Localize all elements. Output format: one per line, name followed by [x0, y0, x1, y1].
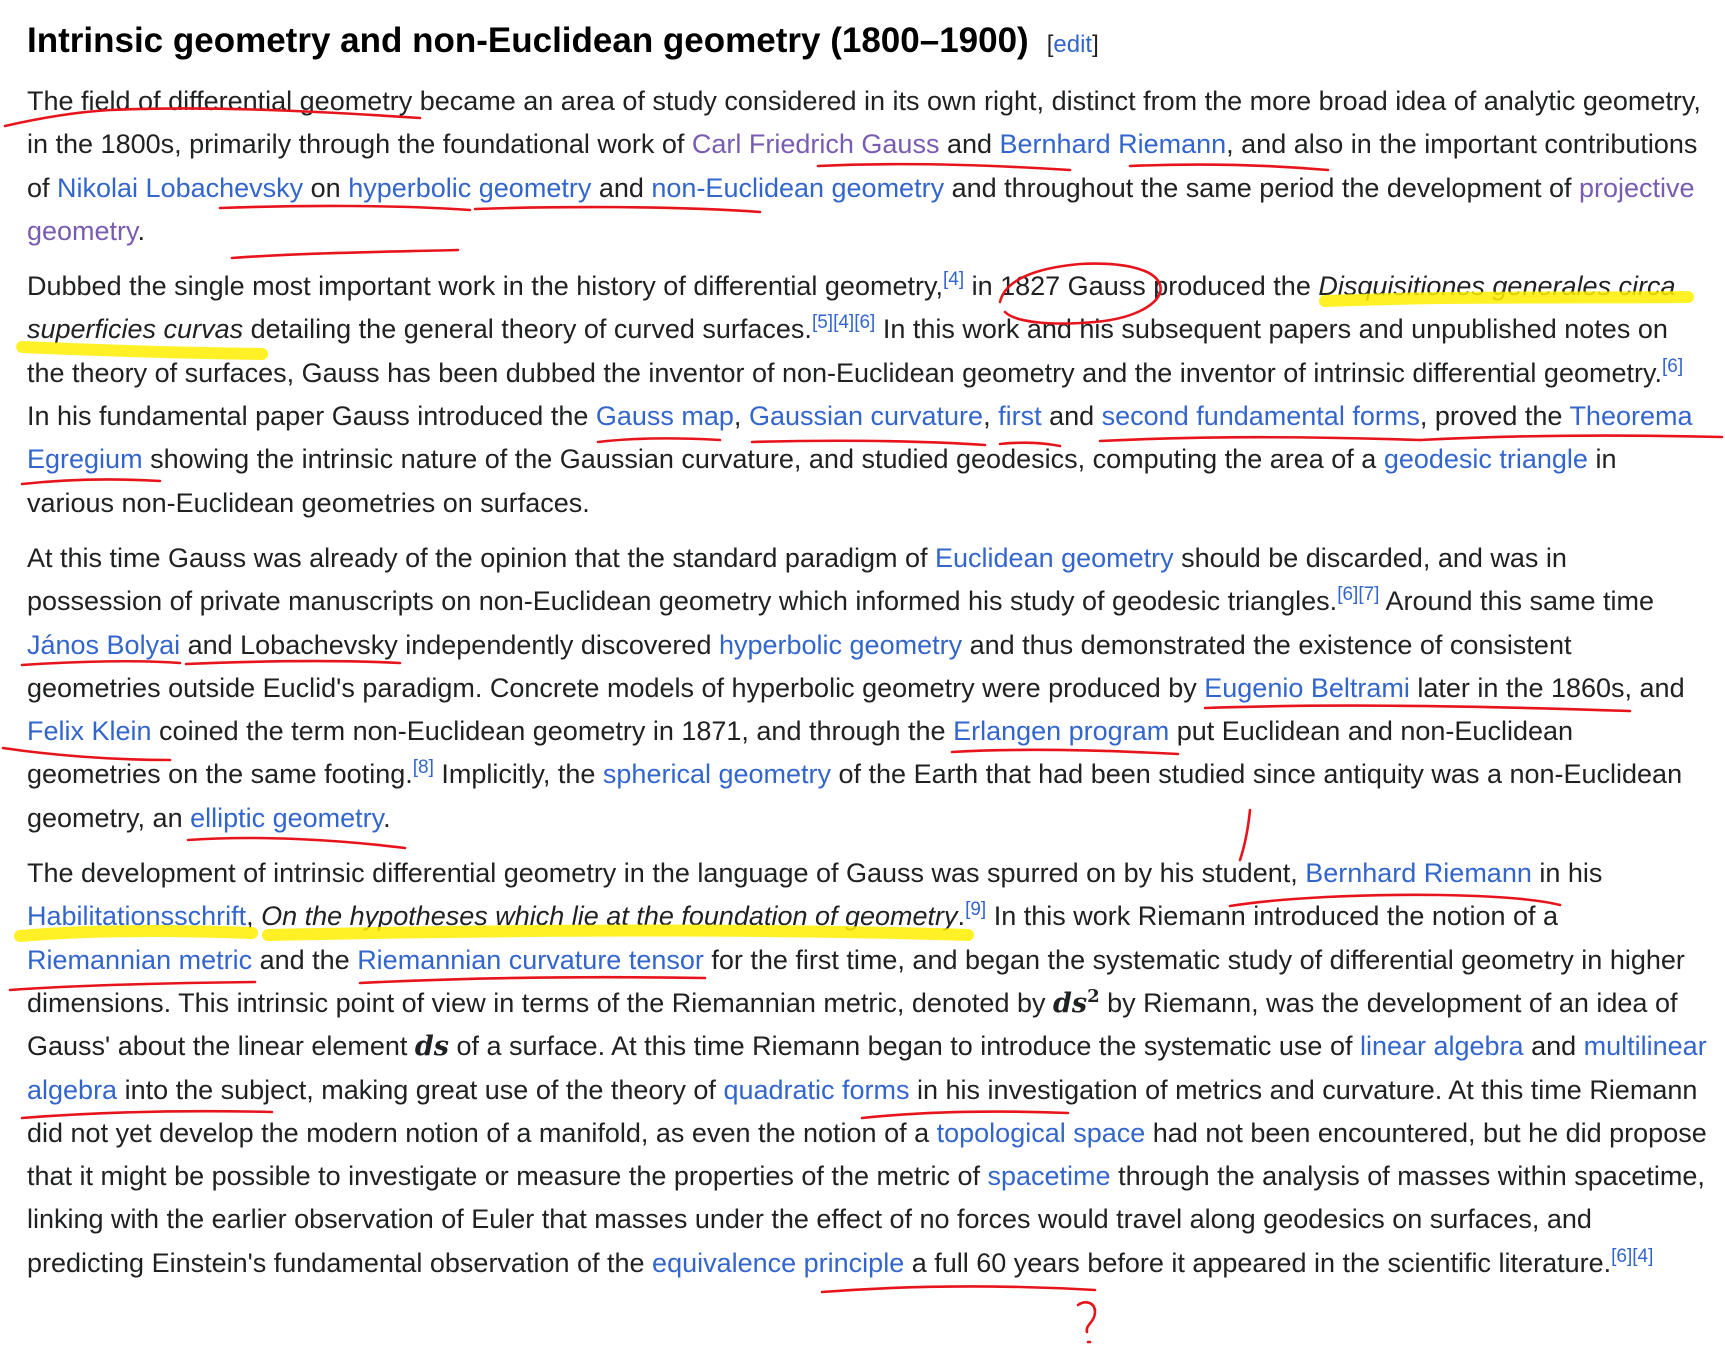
ref-link[interactable]: [8]	[412, 757, 434, 779]
article-section	[27, 18, 1707, 1285]
link-topological-space[interactable]: topological space	[936, 1117, 1146, 1148]
link-elliptic-geometry[interactable]: elliptic geometry	[190, 802, 384, 833]
ref-link[interactable]: [6]	[854, 312, 876, 334]
link-eugenio-beltrami[interactable]: Eugenio Beltrami	[1204, 672, 1410, 703]
reference	[1611, 1246, 1653, 1267]
ref-link[interactable]: [6]	[1611, 1245, 1633, 1267]
link-non-euclidean-geometry[interactable]: non-Euclidean geometry	[651, 172, 945, 203]
link-riemannian-curvature-tensor[interactable]: Riemannian curvature tensor	[357, 944, 704, 975]
underline-equivalence	[822, 1286, 1095, 1292]
link-hyperbolic-geometry-2[interactable]: hyperbolic geometry	[718, 629, 963, 660]
link-gaussian-curvature[interactable]: Gaussian curvature	[748, 401, 984, 432]
reference	[943, 269, 964, 290]
link-janos-bolyai[interactable]: János Bolyai	[27, 629, 181, 660]
link-quadratic-forms[interactable]: quadratic forms	[723, 1074, 910, 1105]
math-ds-squared: $ds^2$	[1052, 985, 1100, 1019]
reference	[413, 757, 434, 778]
ref-link[interactable]: [7]	[1358, 584, 1380, 606]
paragraph-2: Dubbed the single most important work in the history of differential geometry,[4] in 1827 Gauss produced the Disquisitiones generales circa superficies curvas detailing the general theory of curved surfaces.[5][4][6] In this work and his subsequent papers and unpublished notes on the theory of surfaces, Gauss has been dubbed the inventor of non-Euclidean geometry and the inventor of intrinsic differential geometry.[6] In his fundamental paper Gauss introduced the Gauss map, Gaussian curvature, first and second fundamental forms, proved the Theorema Egregium showing the intrinsic nature of the Gaussian curvature, and studied geodesics, computing the area of a geodesic triangle in various non-Euclidean geometries on surfaces.	[27, 269, 1693, 518]
math-ds: ds	[414, 1031, 449, 1063]
link-erlangen-program[interactable]: Erlangen program	[953, 716, 1170, 747]
reference	[1337, 584, 1379, 605]
ref-link[interactable]: [9]	[965, 899, 987, 921]
reference	[1662, 356, 1683, 377]
link-bernhard-riemann-2[interactable]: Bernhard Riemann	[1305, 858, 1532, 889]
paragraph-3: At this time Gauss was already of the opinion that the standard paradigm of Euclidean geometry should be discarded, and was in possession of private manuscripts on non-Euclidean geometry which informed his study of geodesic triangles.[6][7] Around this same time János Bolyai and Lobachevsky independently discovered hyperbolic geometry and thus demonstrated the existence of consistent geometries outside Euclid's paradigm. Concrete models of hyperbolic geometry were produced by Eugenio Beltrami later in the 1860s, and Felix Klein coined the term non-Euclidean geometry in 1871, and through the Erlangen program put Euclidean and non-Euclidean geometries on the same footing.[8] Implicitly, the spherical geometry of the Earth that had been studied since antiquity was a non-Euclidean geometry, an elliptic geometry.	[27, 542, 1685, 833]
reference	[812, 312, 875, 333]
italic-work-title: Disquisitiones generales circa superficies curvas	[27, 271, 1676, 345]
link-equivalence-principle[interactable]: equivalence principle	[652, 1247, 905, 1278]
section-heading	[27, 18, 1707, 68]
heading-title: Intrinsic geometry and non-Euclidean geometry (1800–1900)	[27, 21, 1029, 60]
link-first-fundamental-form[interactable]: first	[998, 401, 1042, 432]
edit-link[interactable]: edit	[1053, 31, 1093, 58]
link-second-fundamental-form[interactable]: second fundamental forms	[1101, 401, 1420, 432]
paragraph-1: The field of differential geometry became an area of study considered in its own right, distinct from the more broad idea of analytic geometry, in the 1800s, primarily through the foundational work of Carl Friedrich Gauss and Bernhard Riemann, and also in the important contributions of Nikolai Lobachevsky on hyperbolic geometry and non-Euclidean geometry and throughout the same period the development of projective geometry.	[27, 86, 1701, 246]
ref-link[interactable]: [4]	[942, 269, 965, 291]
link-spherical-geometry[interactable]: spherical geometry	[602, 759, 832, 790]
link-hyperbolic-geometry[interactable]: hyperbolic geometry	[348, 172, 592, 203]
ref-link[interactable]: [6]	[1337, 584, 1359, 606]
link-felix-klein[interactable]: Felix Klein	[27, 716, 152, 747]
question-mark	[1078, 1302, 1095, 1332]
link-bernhard-riemann[interactable]: Bernhard Riemann	[999, 129, 1227, 160]
link-riemannian-metric[interactable]: Riemannian metric	[27, 944, 253, 975]
link-linear-algebra[interactable]: linear algebra	[1359, 1031, 1524, 1062]
ref-link[interactable]: [4]	[1632, 1245, 1654, 1267]
link-projective-geometry[interactable]: projective geometry	[27, 172, 1695, 246]
link-gauss-map[interactable]: Gauss map	[595, 401, 734, 432]
link-multilinear-algebra[interactable]: multilinear algebra	[27, 1031, 1707, 1105]
link-spacetime[interactable]: spacetime	[987, 1161, 1111, 1192]
paragraph-4: The development of intrinsic differential geometry in the language of Gauss was spurred on by his student, Bernhard Riemann in his Habilitationsschrift, On the hypotheses which lie at the foundation of geometry.[9] In this work Riemann introduced the notion of a Riemannian metric and the Riemannian curvature tensor for the first time, and began the systematic study of differential geometry in higher dimensions. This intrinsic point of view in terms of the Riemannian metric, denoted by $ds^2$ by Riemann, was the development of an idea of Gauss' about the linear element ds of a surface. At this time Riemann began to introduce the systematic use of linear algebra and multilinear algebra into the subject, making great use of the theory of quadratic forms in his investigation of metrics and curvature. At this time Riemann did not yet develop the modern notion of a manifold, as even the notion of a topological space had not been encountered, but he did propose that it might be possible to investigate or measure the properties of the metric of spacetime through the analysis of masses within spacetime, linking with the earlier observation of Euler that masses under the effect of no forces would travel along geodesics on surfaces, and predicting Einstein's fundamental observation of the equivalence principle a full 60 years before it appeared in the scientific literature.[6][4]	[27, 858, 1707, 1278]
link-nikolai-lobachevsky[interactable]: Nikolai Lobachevsky	[57, 172, 304, 203]
italic-work-title: On the hypotheses which lie at the foundation of geometry	[261, 901, 958, 932]
ref-link[interactable]: [5]	[811, 312, 834, 334]
link-theorema-egregium[interactable]: Theorema Egregium	[27, 401, 1693, 475]
link-carl-friedrich-gauss[interactable]: Carl Friedrich Gauss	[691, 129, 940, 160]
link-habilitationsschrift[interactable]: Habilitationsschrift	[27, 901, 247, 932]
link-euclidean-geometry[interactable]: Euclidean geometry	[935, 542, 1174, 573]
reference	[965, 899, 986, 920]
link-geodesic-triangle[interactable]: geodesic triangle	[1383, 444, 1588, 475]
edit-section: [edit]	[1046, 31, 1099, 58]
ref-link[interactable]: [4]	[833, 312, 855, 334]
ref-link[interactable]: [6]	[1661, 355, 1684, 377]
